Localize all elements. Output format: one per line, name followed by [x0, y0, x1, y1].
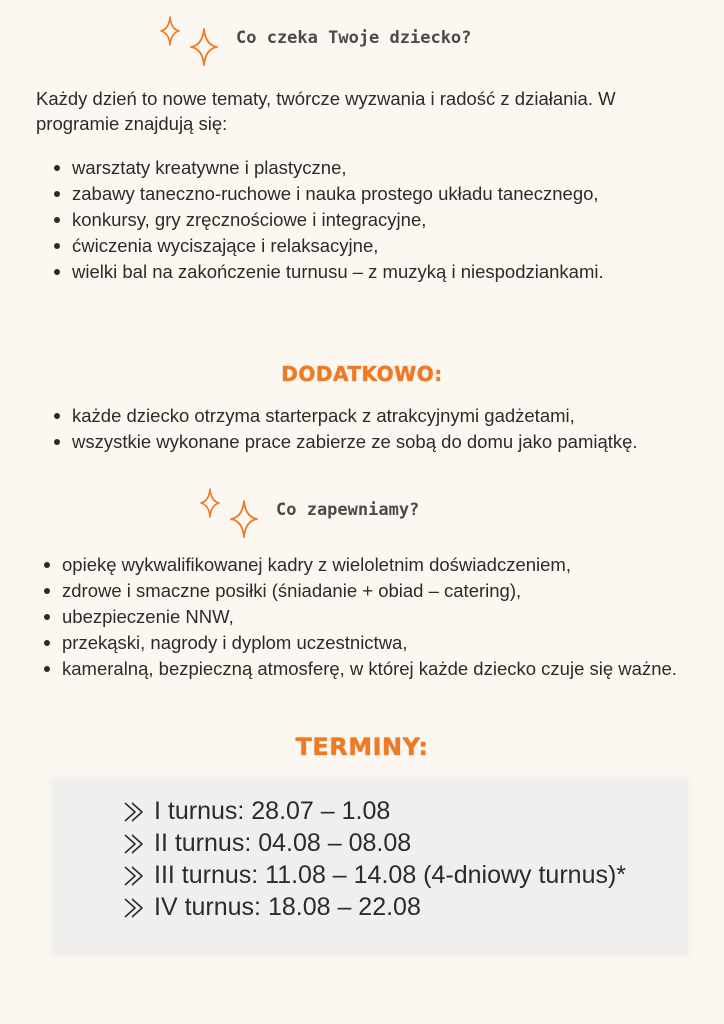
term-label: II turnus: 04.08 – 08.08 — [154, 829, 412, 857]
list-item: kameralną, bezpieczną atmosferę, w której każde dziecko czuje się ważne. — [42, 656, 694, 682]
section-heading-we-provide — [200, 486, 419, 534]
terms-box — [52, 779, 688, 954]
list-item: konkursy, gry zręcznościowe i integracyjne, — [52, 207, 652, 233]
list-item: przekąski, nagrody i dyplom uczestnictwa, — [42, 630, 694, 656]
program-list — [52, 155, 652, 285]
list-item: zdrowe i smaczne posiłki (śniadanie + obiad – catering), — [42, 578, 694, 604]
extra-list — [52, 403, 688, 455]
list-item: wszystkie wykonane prace zabierze ze sobą do domu jako pamiątkę. — [52, 429, 688, 455]
list-item: opiekę wykwalifikowanej kadry z wieloletnim doświadczeniem, — [42, 552, 694, 578]
chevron-right-icon — [122, 864, 150, 888]
sparkle-icon — [200, 486, 270, 534]
sparkle-icon — [160, 14, 230, 62]
chevron-right-icon — [122, 896, 150, 920]
term-item — [122, 829, 411, 858]
chevron-right-icon — [122, 832, 150, 856]
provide-list — [42, 552, 694, 682]
intro-paragraph: Każdy dzień to nowe tematy, twórcze wyzwania i radość z działania. W programie znajdują się: — [36, 88, 616, 134]
list-item: ubezpieczenie NNW, — [42, 604, 694, 630]
term-label: IV turnus: 18.08 – 22.08 — [154, 893, 421, 921]
term-item — [122, 861, 626, 890]
chevron-right-icon — [122, 800, 150, 824]
list-item: zabawy taneczno-ruchowe i nauka prostego układu tanecznego, — [52, 181, 652, 207]
section-title: Co czeka Twoje dziecko? — [236, 28, 472, 48]
section-heading-what-awaits — [160, 14, 471, 62]
list-item: warsztaty kreatywne i plastyczne, — [52, 155, 652, 181]
section-title: Co zapewniamy? — [276, 500, 420, 520]
terms-title: TERMINY: — [295, 733, 429, 761]
term-item — [122, 797, 390, 826]
term-label: III turnus: 11.08 – 14.08 (4-dniowy turnus)* — [154, 861, 627, 889]
list-item: każde dziecko otrzyma starterpack z atrakcyjnymi gadżetami, — [52, 403, 688, 429]
list-item: ćwiczenia wyciszające i relaksacyjne, — [52, 233, 652, 259]
term-item — [122, 893, 421, 922]
extra-title: DODATKOWO: — [281, 362, 443, 386]
term-label: I turnus: 28.07 – 1.08 — [154, 797, 391, 825]
list-item: wielki bal na zakończenie turnusu – z muzyką i niespodziankami. — [52, 259, 652, 285]
